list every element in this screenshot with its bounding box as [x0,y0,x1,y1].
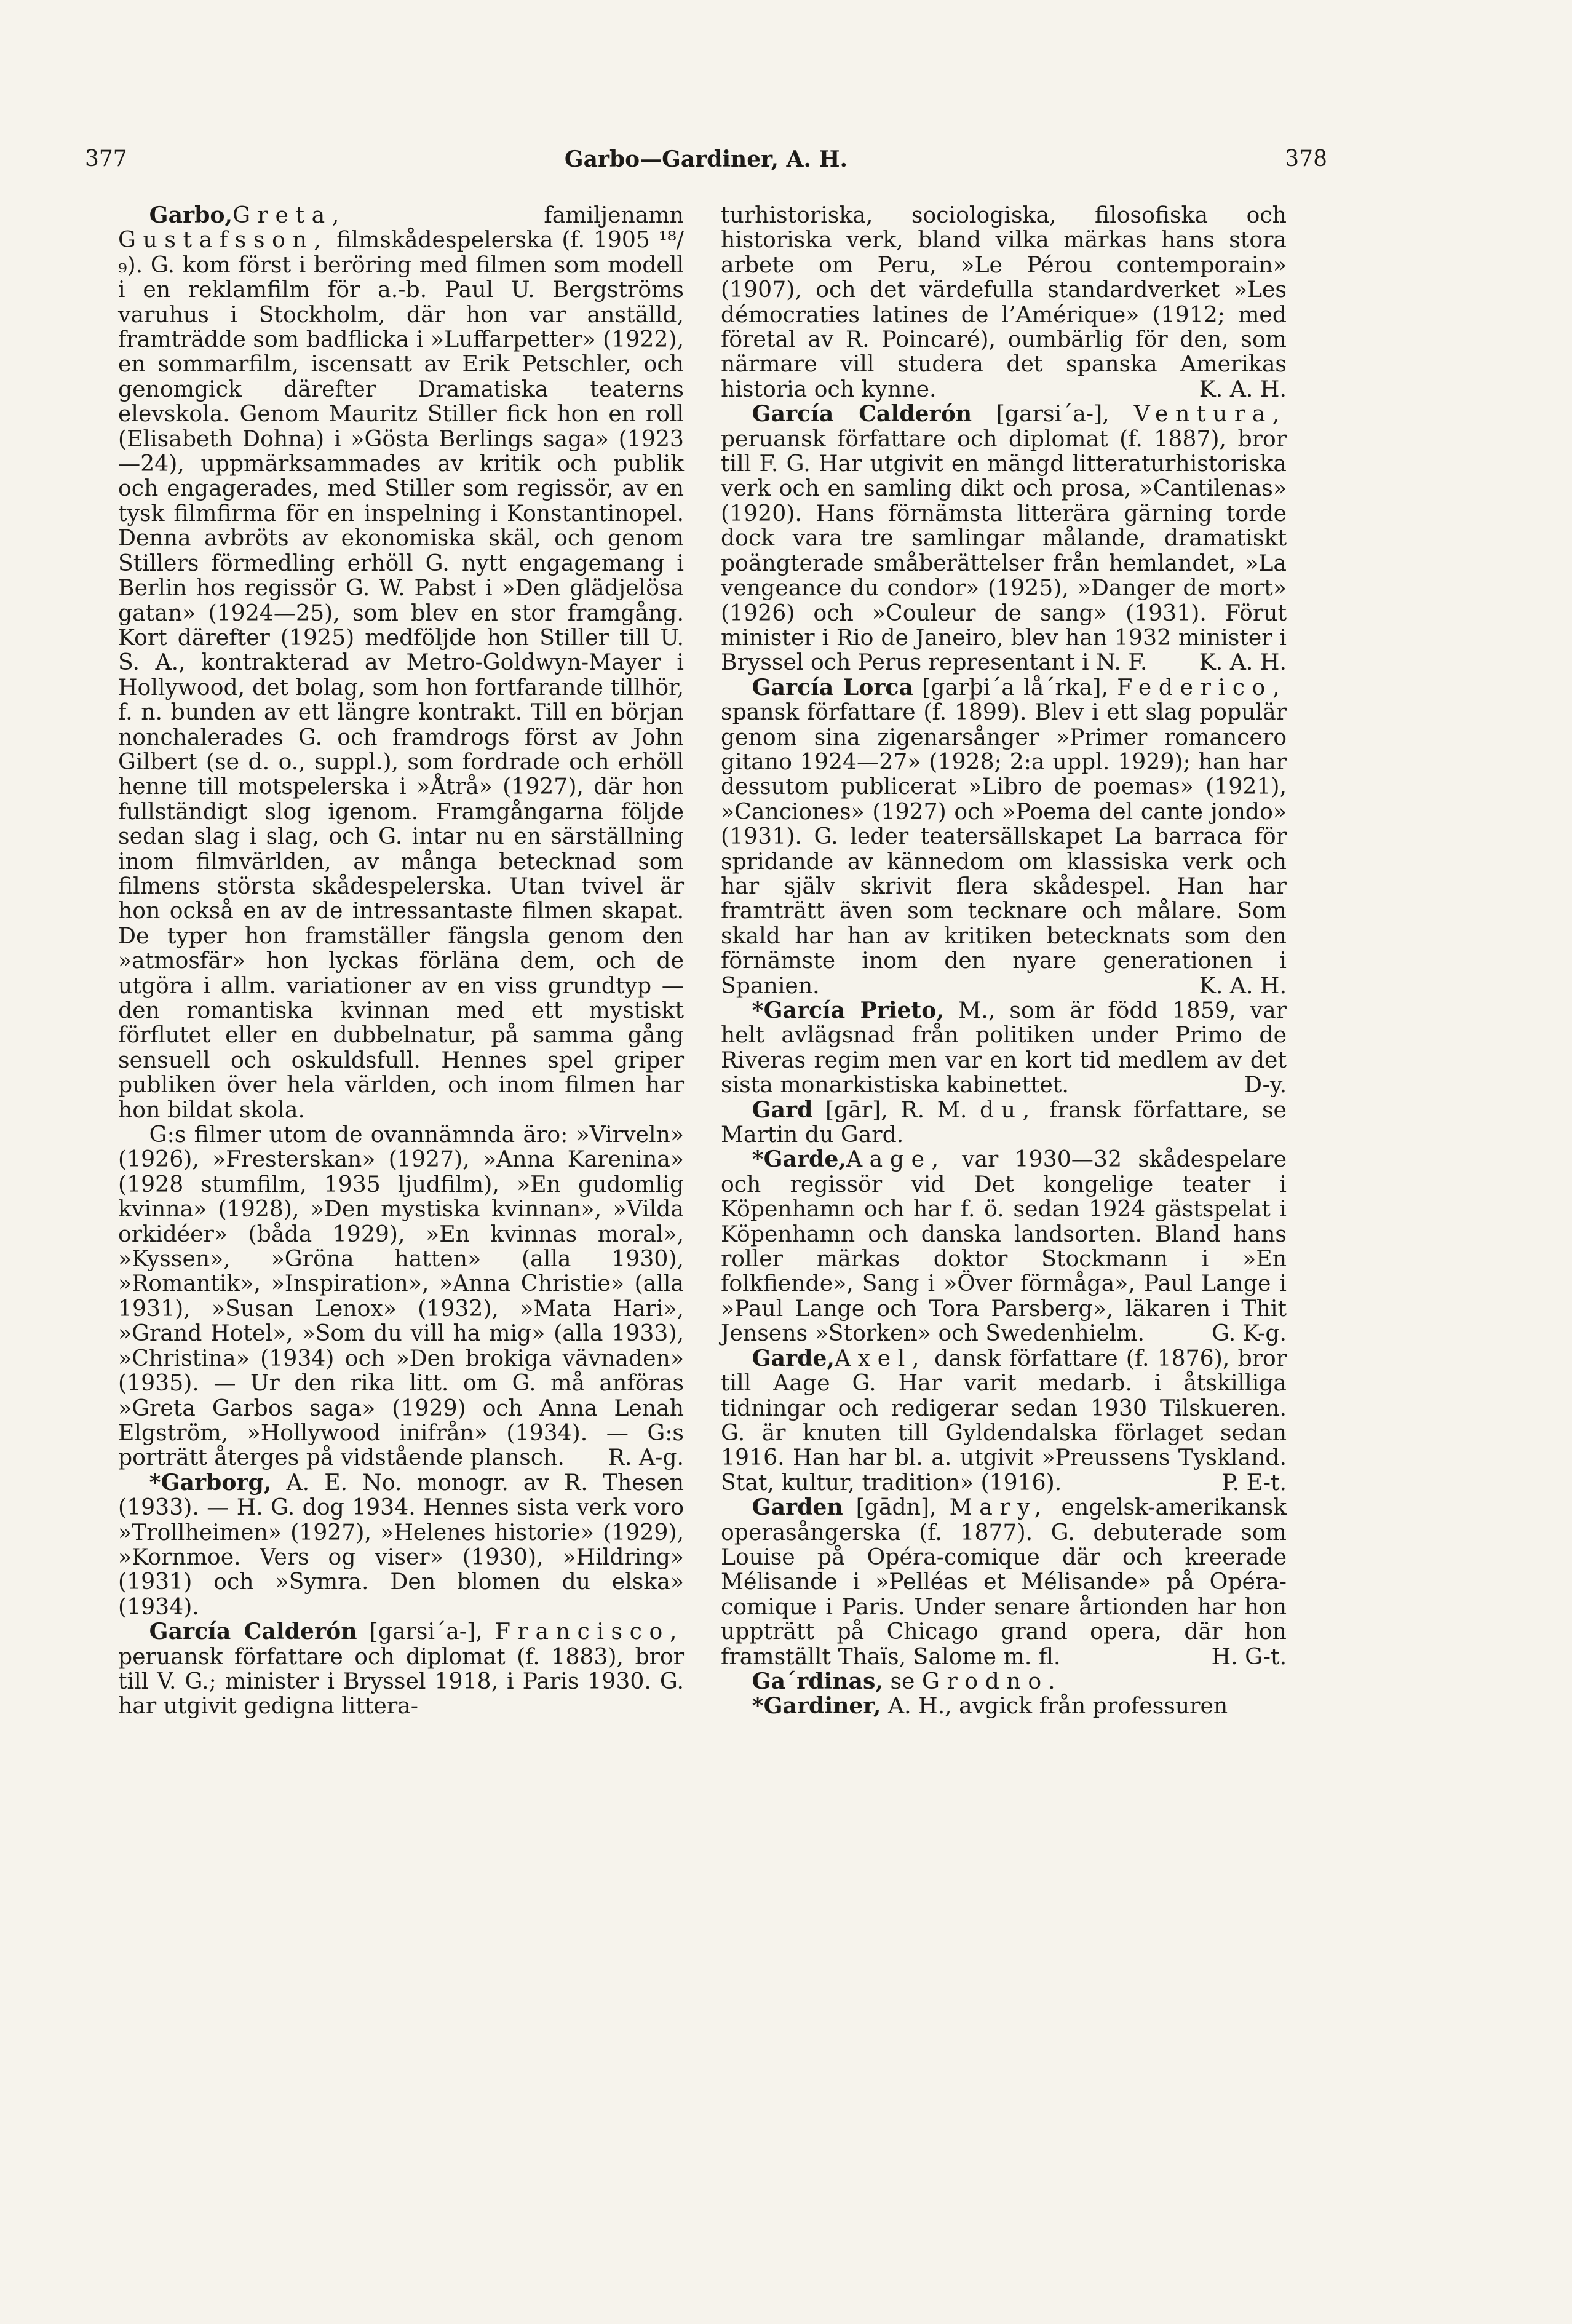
headword: Garde, [752,1344,835,1371]
spaced-name: Aage, [846,1146,946,1173]
entry-garborg [118,1470,684,1619]
entry-garbo [118,203,684,1122]
author-signature: G. K-g. [1212,1320,1287,1347]
entry-garbo-films [118,1122,684,1470]
entry-text: fransk författare, se Martin du Gard. [721,1096,1287,1148]
entry-text: peruansk författare och diplomat (f. 1887), bror till F. G. Har utgivit en mängd litteraturhistoriska verk och en samling dikt och prosa, »Cantilenas» (1920). Hans förnämsta litterära gärning torde dock vara tre samlingar målande, dramatiskt poängterade småberättelser från hemlandet, »La vengeance du condor» (1925), »Danger de mort» (1926) och »Couleur de sang» (1931). Förut minister i Rio de Janeiro, blev han 1932 minister i Bryssel och Perus representant i N. F. [721,425,1287,676]
headword: García Calderón [149,1618,357,1645]
entry-text: A. H., avgick från professuren [881,1692,1228,1719]
entry-text: G:s filmer utom de ovannämnda äro: »Virveln» (1926), »Fresterskan» (1927), »Anna Karenina» (1928 stumfilm, 1935 ljudfilm), »En gudomlig kvinna» (1928), »Den mystiska kvinnan», »Vilda orkidéer» (båda 1929), »En kvinnas moral», »Kyssen», »Gröna hatten» (alla 1930), »Romantik», »Inspiration», »Anna Christie» (alla 1931), »Susan Lenox» (1932), »Mata Hari», »Grand Hotel», »Som du vill ha mig» (alla 1933), »Christina» (1934) och »Den brokiga vävnaden» (1935). — Ur den rika litt. om G. må anföras »Greta Garbos saga» (1929) och Anna Lenah Elgström, »Hollywood inifrån» (1934). — G:s porträtt återges på vidstående plansch. [118,1121,684,1471]
headword: García Lorca [752,673,913,700]
entry-text: var 1930—32 skådespelare och regissör vid Det kongelige teater i Köpenhamn och har f. ö. sedan 1924 gästspelat i Köpenhamn och danska landsorten. Bland hans roller märkas doktor Stockmann i »En folkfiende», Sang i »Över förmåga», Paul Lange i »Paul Lange och Tora Parsberg», läkaren i Thit Jensens »Storken» och Swedenhielm. [721,1146,1287,1347]
entry-garde-axel [721,1346,1287,1495]
entry-gardinas [721,1669,1287,1694]
entry-garcia-calderon-f [118,1619,684,1719]
page-header [85,146,1327,183]
entry-text: M., som är född 1859, var helt avlägsnad från politiken under Primo de Riveras regim men var en kort tid medlem av det sista monarkistiska kabinettet. [721,997,1287,1098]
spaced-name-2: Federico, [1117,673,1287,700]
author-signature: P. E-t. [1221,1469,1287,1496]
spaced-name-2: Grodno. [921,1667,1063,1694]
entry-text: dansk författare (f. 1876), bror till Aage G. Har varit medarb. i åtskilliga tidningar och redigerar sedan 1930 Tilskueren. G. är knuten till Gyldendalska förlaget sedan 1916. Han har bl. a. utgivit »Preussens Tyskland. Stat, kultur, tradition» (1916). [721,1344,1287,1496]
entry-note: [garþi´a lå´rka], [913,673,1117,700]
page-number-left: 377 [85,146,127,172]
right-column [721,203,1287,1719]
entry-note: [gādn], [843,1494,950,1521]
author-signature: R. A-g. [608,1444,684,1471]
headword: Garbo, [149,202,233,228]
entry-garcia-prieto [721,998,1287,1098]
spaced-name-2: du, [979,1096,1037,1123]
entry-text: spansk författare (f. 1899). Blev i ett slag populär genom sina zigenarsånger »Primer romancero gitano 1924—27» (1928; 2:a uppl. 1929); han har dessutom publicerat »Libro de poemas» (1921), »Canciones» (1927) och »Poema del cante jondo» (1931). G. leder teatersällskapet La barraca för spridande av kännedom om klassiska verk och har själv skrivit flera skådespel. Han har framträtt även som tecknare och målare. Som skald har han av kritiken betecknats som den förnämste inom den nyare generationen i Spanien. [721,699,1287,999]
author-signature: K. A. H. [1199,649,1287,676]
headword: García Calderón [752,400,972,427]
page-number-right: 378 [1285,146,1327,172]
entry-note: se [883,1667,922,1694]
headword: *Gardiner, [752,1692,881,1719]
entry-note: [garsi´a-], [972,400,1134,427]
entry-note: familjenamn [346,202,684,228]
entry-note: [gār], R. M. [812,1096,980,1123]
entry-garde-aage [721,1147,1287,1346]
spaced-name: Axel, [835,1344,926,1371]
author-signature: K. A. H. [1199,972,1287,999]
author-signature: D-y. [1244,1071,1287,1098]
headword: Gard [752,1096,813,1123]
spaced-name-2: Francisco, [494,1618,684,1645]
entry-garcia-calderon-v [721,402,1287,675]
entry-cont-f [721,203,1287,402]
entry-gard [721,1098,1287,1148]
entry-garcia-lorca [721,675,1287,998]
entry-note: [garsi´a-], [357,1618,495,1645]
left-column [118,203,684,1719]
running-title: Garbo—Gardiner, A. H. [564,146,848,172]
author-signature: K. A. H. [1199,375,1287,402]
spaced-name-2: Ventura, [1133,400,1287,427]
spaced-name-2: Gustafsson, [118,226,328,253]
headword: *García Prieto, [752,997,944,1023]
spaced-name: Greta, [232,202,346,228]
author-signature: H. G-t. [1211,1643,1287,1670]
headword: Garden [752,1494,843,1521]
headword: *Garde, [752,1146,846,1173]
entry-text: engelsk-amerikansk operasångerska (f. 1877). G. debuterade som Louise på Opéra-comique där och kreerade Mélisande i »Pelléas et Mélisande» på Opéra-comique i Paris. Under senare årtionden har hon uppträtt på Chicago grand opera, där hon framställt Thaïs, Salome m. fl. [721,1494,1287,1670]
entry-gardiner [721,1694,1287,1718]
entry-text: filmskådespelerska (f. 1905 ¹⁸/₉). G. kom först i beröring med filmen som modell i en reklamfilm för a.-b. Paul U. Bergströms varuhus i Stockholm, där hon var anställd, framträdde som badflicka i »Luffarpetter» (1922), en sommarfilm, iscensatt av Erik Petschler, och genomgick därefter Dramatiska teaterns elevskola. Genom Mauritz Stiller fick hon en roll (Elisabeth Dohna) i »Gösta Berlings saga» (1923—24), uppmärksammades av kritik och publik och engagerades, med Stiller som regissör, av en tysk filmfirma för en inspelning i Konstantinopel. Denna avbröts av ekonomiska skäl, och genom Stillers förmedling erhöll G. nytt engagemang i Berlin hos regissör G. W. Pabst i »Den glädjelösa gatan» (1924—25), som blev en stor framgång. Kort därefter (1925) medföljde hon Stiller till U. S. A., kontrakterad av Metro-Goldwyn-Mayer i Hollywood, det bolag, som hon fortfarande tillhör, f. n. bunden av ett längre kontrakt. Till en början nonchalerades G. och framdrogs först av John Gilbert (se d. o., suppl.), som fordrade och erhöll henne till motspelerska i »Åtrå» (1927), där hon fullständigt slog igenom. Framgångarna följde sedan slag i slag, och G. intar nu en särställning inom filmvärlden, av många betecknad som filmens största skådespelerska. Utan tvivel är hon också en av de intressantaste filmen skapat. De typer hon framställer fängsla genom den »atmosfär» hon lyckas förläna dem, och de utgöra i allm. variationer av en viss grundtyp — den romantiska kvinnan med ett mystiskt förflutet eller en dubbelnatur, på samma gång sensuell och oskuldsfull. Hennes spel griper publiken över hela världen, och inom filmen har hon bildat skola. [118,226,684,1123]
entry-garden [721,1495,1287,1669]
entry-text: turhistoriska, sociologiska, filosofiska och historiska verk, bland vilka märkas hans stora arbete om Peru, »Le Pérou contemporain» (1907), och det värdefulla standardverket »Les démocraties latines de l’Amérique» (1912; med företal av R. Poincaré), oumbärlig för den, som närmare vill studera det spanska Amerikas historia och kynne. [721,202,1287,402]
headword: *Garborg, [149,1469,272,1496]
entry-text: A. E. No. monogr. av R. Thesen (1933). — H. G. dog 1934. Hennes sista verk voro »Trollheimen» (1927), »Helenes historie» (1929), »Kornmoe. Vers og viser» (1930), »Hildring» (1931) och »Symra. Den blomen du elska» (1934). [118,1469,684,1620]
entry-text: peruansk författare och diplomat (f. 1883), bror till V. G.; minister i Bryssel 1918, i Paris 1930. G. har utgivit gedigna littera- [118,1643,684,1719]
headword: Ga´rdinas, [752,1667,883,1694]
spaced-name-2: Mary, [949,1494,1049,1521]
